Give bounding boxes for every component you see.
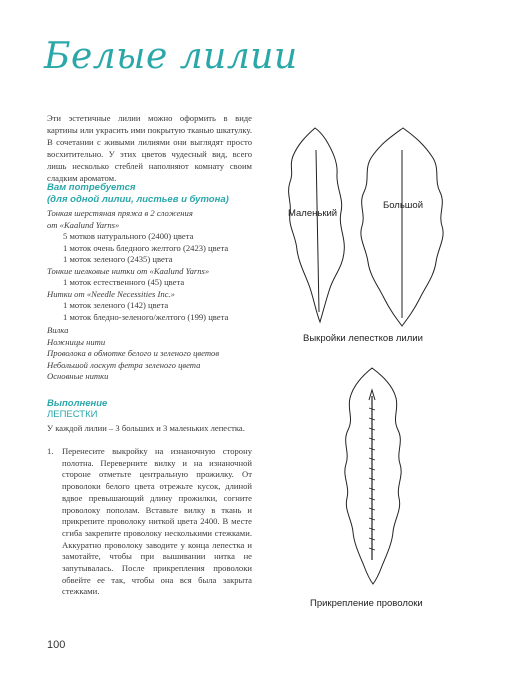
materials-heading-line-1: Вам потребуется [47, 182, 136, 193]
materials-item: Нитки от «Needle Necessities Inc.» [47, 288, 175, 299]
execution-heading: Выполнение [47, 398, 108, 409]
caption-petal-patterns: Выкройки лепестков лилии [303, 333, 423, 344]
wire-petal-outline [345, 368, 401, 584]
materials-item: Тонкая шерстяная пряжа в 2 сложения [47, 208, 193, 218]
materials-item: 1 моток зеленого (142) цвета [63, 300, 169, 310]
small-petal-vein [316, 150, 319, 312]
materials-item: 1 моток бледно-зеленого/желтого (199) цвета [63, 311, 229, 322]
intro-paragraph: Эти эстетичные лилии можно оформить в виде картины или украсить ими покрытую тканью шкатулку. В сочетании с живыми лилиями они выглядят просто восхитительно. У этих цветов чудесный вид, всего лишь несколько стеблей наполняют комнату своим сладким ароматом. [47, 113, 252, 183]
materials-item: 1 моток естественного (45) цвета [63, 277, 185, 287]
step-text: Перенесите выкройку на изнаночную сторону полотна. Переверните вилку и на изнаночной стороне отметьте центральную прожилку. От проволоки белого цвета отрежьте кусок, длиной вдвое превышающий длину прожилки, согните проволоку пополам. Вставьте вилку в ткань и прикрепите проволоку ниткой цвета 2400. В месте сгиба закрепите проволоку несколькими стежками. Аккуратно проволоку заводите у конца лепестка и замотайте, чтобы при вышивании нитка не запутывалась. После прикрепления проволоки обвейте ее так, чтобы она вся была закрыта стежками. [62, 446, 252, 597]
tools-item: Основные нитки [47, 371, 109, 381]
materials-item: 1 моток очень бледного желтого (2423) цвета [63, 242, 229, 253]
petals-subheading: ЛЕПЕСТКИ [47, 409, 98, 420]
materials-item: 1 моток зеленого (2435) цвета [63, 254, 173, 264]
page-number: 100 [47, 639, 66, 651]
tools-item: Вилка [47, 325, 69, 335]
materials-item: Тонкие шелковые нитки от «Kaalund Yarns» [47, 265, 210, 276]
caption-wire-attachment: Прикрепление проволоки [310, 598, 423, 609]
page-title: Белые лилии [44, 36, 298, 77]
materials-heading-line-2: (для одной лилии, листьев и бутона) [47, 193, 229, 205]
tools-item: Ножницы нити [47, 336, 106, 347]
materials-item: от «Kaalund Yarns» [47, 219, 120, 230]
label-small-petal: Маленький [288, 208, 338, 219]
tools-item: Небольшой лоскут фетра зеленого цвета [47, 359, 201, 370]
materials-item: 5 мотков натурального (2400) цвета [63, 231, 194, 241]
tools-item: Проволока в обмотке белого и зеленого цветов [47, 348, 220, 358]
wire-stitches [369, 408, 375, 550]
label-large-petal: Большой [383, 200, 424, 211]
step-number: 1. [47, 446, 54, 456]
petals-intro: У каждой лилии – 3 больших и 3 маленьких лепестка. [47, 423, 245, 433]
